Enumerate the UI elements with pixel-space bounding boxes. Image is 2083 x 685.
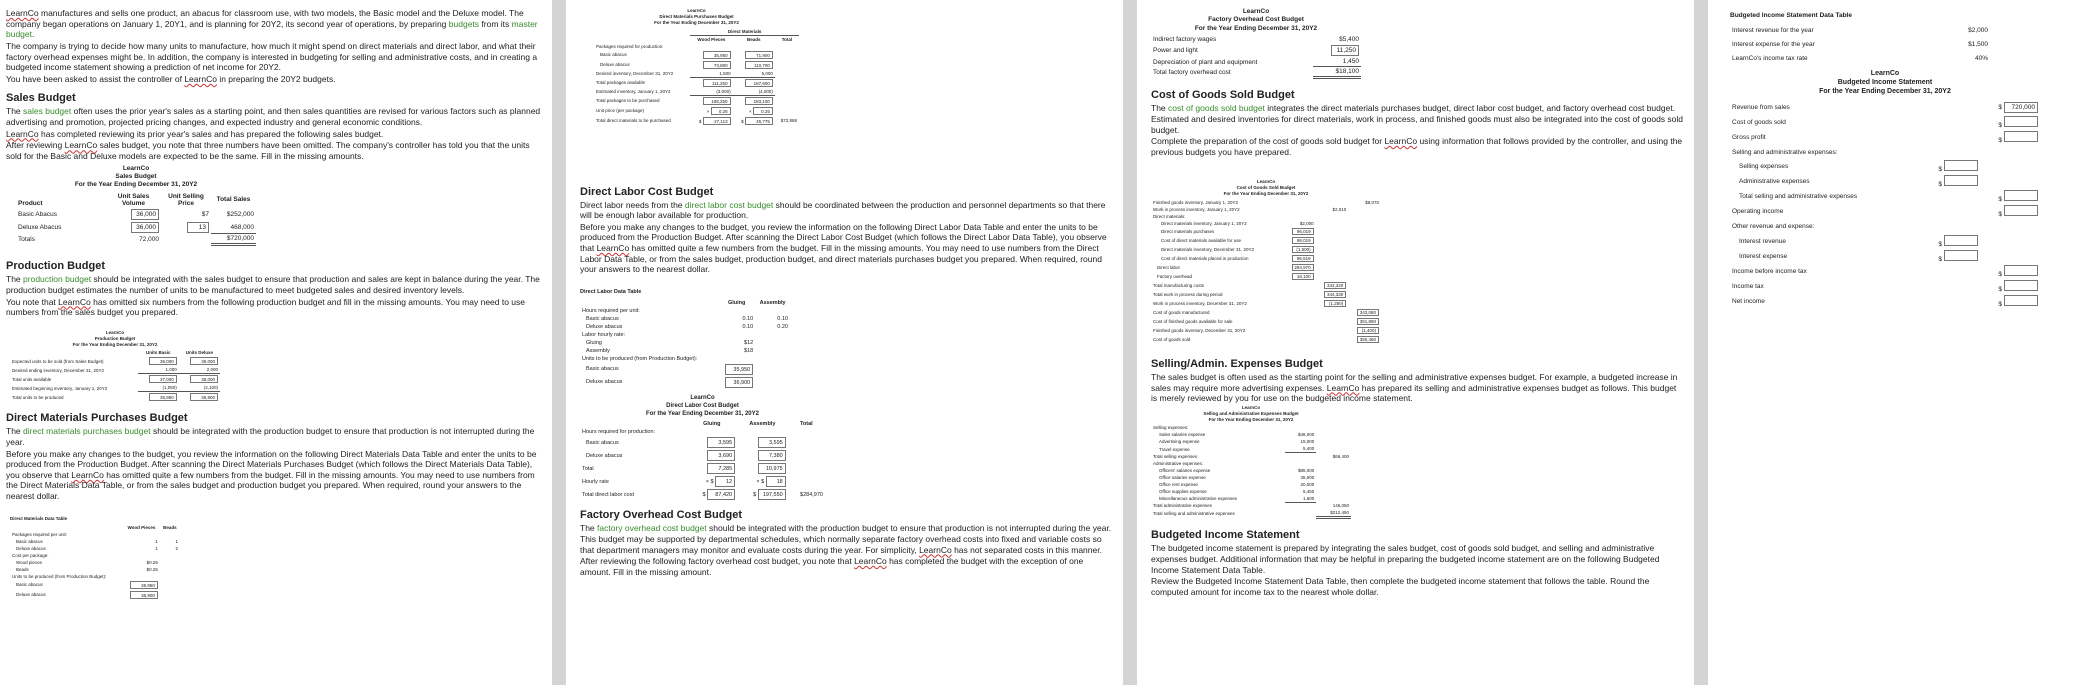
table-row: Desired inventory, December 31, 20Y2 1,500 5,000 — [596, 70, 773, 76]
cogs-input[interactable]: (1,250) — [1324, 300, 1346, 307]
table-row: Direct materials purchases 96,019 — [1151, 227, 1381, 236]
table-row: Net income $ — [1730, 294, 2040, 309]
table-row: Total selling and administrative expenses $212,450 — [1153, 510, 1349, 517]
table-row: Basic abacus 35,950 — [580, 363, 790, 376]
sa-budget-table: LearnCo Selling and Administrative Expenses Budget For the Year Ending December 31, 20Y2 Selling expenses: Sales salaries expense $46,000 Advertising expense 15,000 Travel expense 5,400 Total selling expenses $66,400 Administrative expenses: Officers' salaries expense $85,000 Office salaries expense 35,000 Office rent expense 20,000 Office supplies expense 5,450 Miscellaneous administrative expenses 1,600 Total administrative expenses 146,050 Total selling and administrative expenses $212,450 — [1153, 404, 1349, 517]
sales-budget-table — [16, 165, 256, 247]
table-row: Office salaries expense 35,000 — [1159, 474, 1315, 480]
table-row: Direct labor 284,970 — [1151, 263, 1381, 272]
cogs-input[interactable]: (1,400) — [1357, 327, 1379, 334]
table-row: Power and light 11,250 — [1151, 44, 1361, 57]
dmp-input[interactable]: 111,250 — [703, 79, 731, 87]
cogs-input[interactable]: 96,519 — [1292, 255, 1314, 262]
production-budget-title: LearnCo Production Budget For the Year Ending December 31, 20Y2 — [72, 329, 158, 347]
table-row: Total administrative expenses 146,050 — [1153, 503, 1349, 509]
dl-input[interactable]: 10,975 — [758, 463, 786, 474]
table-row: Selling expenses: — [1153, 425, 1189, 431]
cogs-input[interactable]: (1,500) — [1292, 246, 1314, 253]
table-row: Cost of goods manufactured 343,080 — [1151, 308, 1381, 317]
table-row: Total selling expenses $66,400 — [1153, 453, 1349, 459]
cogs-budget-link[interactable]: cost of goods sold budget — [1168, 103, 1265, 114]
dl-input[interactable]: 12 — [715, 476, 735, 487]
table-row: Deluxe abacus 3,690 7,380 — [580, 449, 825, 462]
dl-cost-budget-table: LearnCo Direct Labor Cost Budget For the Year Ending December 31, 20Y2 Gluing Assembly Total Hours required for production: Basic abacus 3,595 3,595 Deluxe abacus 3,690 7,380 Total 7,285 10,975 Hourly rate × $ 12 × $ 18 Total direct labor cost $ 87,420 $ 197,550 $284,970 — [580, 395, 825, 501]
sa-budget-heading: Selling/Admin. Expenses Budget — [1151, 357, 1323, 370]
dmp-input[interactable]: 110,700 — [745, 61, 773, 69]
page-2 — [566, 0, 1123, 685]
table-row: Assembly $18 — [586, 347, 754, 354]
sa-paragraph-1: The sales budget is often used as the starting point for the selling and administrative expenses budget. For example, a budgeted increase in sales may require more advertising expenses. LearnCo has prepared its selling and administrative expenses budget as follows. This budget is merely reviewed by you for use on the budgeted income statement. — [1151, 371, 1678, 404]
table-row: Interest expense for the year $1,500 — [1732, 40, 1988, 48]
bis-input[interactable]: 720,000 — [2004, 102, 2038, 113]
table-row: Unit price (per package) × 0.25 × 0.25 — [594, 106, 799, 116]
table-row: Selling expenses $ — [1730, 159, 2040, 174]
cogs-input[interactable]: 351,850 — [1357, 318, 1379, 325]
dmp-input[interactable]: 187,600 — [745, 79, 773, 87]
dl-budget-link[interactable]: direct labor cost budget — [684, 199, 774, 210]
table-row: Cost per package: — [12, 552, 49, 558]
foh-budget-link[interactable]: factory overhead cost budget — [597, 523, 707, 534]
intro-paragraph-2: The company is trying to decide how many units to manufacture, how much it might spend on direct materials and direct labor, and what their factory overhead expenses might be. In addition, the company is interested in budgeting for selling and administrative costs, and in creating a budgeted income statement showing a prediction of net income for 20Y2. — [6, 40, 538, 73]
dl-input[interactable]: 87,420 — [707, 489, 735, 500]
table-row: Officers' salaries expense $85,000 — [1159, 467, 1315, 473]
table-row: Total selling and administrative expenses $ — [1730, 189, 2040, 204]
table-row: Basic abacus 35,950 — [10, 580, 180, 590]
budgeted-income-statement: LearnCo Budgeted Income Statement For the Year Ending December 31, 20Y2 Revenue from sales $ 720,000 Cost of goods sold $ Gross profit $ Selling and administrative expenses: Selling expenses $ Administrative expenses $ Total selling and administrative expenses $ Operating income $ Other revenue and expense: Interest revenue $ Interest expense $ Income before income tax $ Income tax $ Net income $ — [1730, 69, 2040, 309]
dmp-input[interactable]: 73,800 — [703, 61, 731, 69]
dm-units-input[interactable]: 35,950 — [130, 581, 158, 589]
prod-input[interactable]: 36,000 — [149, 357, 177, 365]
table-row: Packages required per unit: — [12, 531, 68, 537]
dl-data-table: Direct Labor Data Table Gluing Assembly Hours required per unit: Basic abacus 0.10 0.10 Deluxe abacus 0.10 0.20 Labor hourly rate: Gluing $12 Assembly $18 Units to be produced (from Production Budget): Basic abacus 35,950 Deluxe abacus 36,900 — [580, 289, 790, 389]
table-row: Factory overhead 18,100 — [1151, 272, 1381, 281]
table-row: Total direct labor cost $ 87,420 $ 197,550 $284,970 — [580, 488, 825, 501]
master-budget-link[interactable]: master budget — [6, 18, 538, 40]
cogs-input[interactable]: 343,080 — [1357, 309, 1379, 316]
production-budget-heading: Production Budget — [6, 260, 105, 273]
production-budget-link[interactable]: production budget — [23, 274, 92, 285]
table-row: Cost of direct materials available for use 98,019 — [1151, 236, 1381, 245]
prod-input[interactable]: 36,000 — [190, 357, 218, 365]
dm-units-input[interactable]: 36,900 — [130, 591, 158, 599]
cogs-paragraph-1: The cost of goods sold budget integrates the direct materials purchases budget, direct labor cost budget, and factory overhead cost budget. Estimated and desired inventories for direct materials, work in process, and finished goods must also be integrated into the cost of goods sold budget. — [1151, 103, 1684, 135]
dmp-budget-table: LearnCo Direct Materials Purchases Budget For the Year Ending December 31, 20Y2 Direct Materials Wood Pieces Beads Total Packages required for production: Basic abacus 35,950 71,900 Deluxe abacus 73,800 110,700 Desired inventory, December 31, 20Y2 1,500 5,000 Total packages available 111,250 187,600 Estimated inventory, January 1, 20Y2 (3,000) (4,000) Total packages to be purchased 108,250 183,100 Unit price (per package) × 0.25 × 0.25 Total direct materials to be purchased $ 27,113 $ 45,775 $72,888 — [596, 8, 797, 124]
table-row: Deluxe abacus 73,800 110,700 — [594, 60, 799, 70]
production-budget-table — [10, 330, 220, 403]
dm-data-title: Direct Materials Data Table — [10, 515, 68, 521]
page-divider — [1694, 0, 1708, 685]
table-row: Cost of goods sold $ — [1730, 115, 2040, 130]
dm-budget-heading: Direct Materials Purchases Budget — [6, 412, 188, 425]
intro-paragraph-3: You have been asked to assist the controller of LearnCo in preparing the 20Y2 budgets. — [6, 73, 336, 84]
table-row: Income tax $ — [1730, 279, 2040, 294]
table-row: Finished goods inventory, December 31, 20Y2 (1,400) — [1151, 326, 1381, 335]
unit-sales-input-basic[interactable]: 36,000 — [131, 209, 159, 220]
bis-input[interactable] — [1944, 160, 1978, 171]
sales-paragraph-1: The sales budget often uses the prior year's sales as a starting point, and then sales quantities are revised for various factors such as planned advertising and promotion, projected pricing changes, and expected industry and general economic conditions. — [6, 106, 541, 127]
table-row: Units to be produced (from Production Budget): — [582, 355, 698, 362]
dmp-input[interactable]: 108,250 — [703, 97, 731, 105]
table-row: Revenue from sales $ 720,000 — [1730, 100, 2040, 115]
table-row: Hours required for production: — [582, 429, 656, 436]
bis-input[interactable] — [2004, 295, 2038, 306]
table-row: Office supplies expense 5,450 — [1159, 488, 1315, 494]
table-row: Work in process inventory, December 31, 20Y2 (1,250) — [1151, 299, 1381, 308]
dl-units-input[interactable]: 35,950 — [725, 364, 753, 375]
dmp-input[interactable]: 0.25 — [711, 107, 731, 115]
sales-budget-heading: Sales Budget — [6, 92, 76, 105]
foh-paragraph-2: After reviewing the following factory overhead cost budget, you note that LearnCo has completed the budget with the exception of one amount. Fill in the missing amount. — [580, 556, 1084, 577]
col-header: Unit Sales Volume — [117, 192, 150, 207]
table-row: Administrative expenses $ — [1730, 174, 2040, 189]
bis-input[interactable] — [1944, 175, 1978, 186]
bis-input[interactable] — [2004, 280, 2038, 291]
production-paragraph-1: The production budget should be integrated with the sales budget to ensure that production and sales are kept in balance during the year. The production budget estimates the number of units to be manufactured to meet budgeted sales and desired inventory levels. — [6, 274, 540, 295]
table-row: Interest revenue for the year $2,000 — [1732, 26, 1988, 34]
bis-input[interactable] — [2004, 265, 2038, 276]
dl-input[interactable]: 18 — [766, 476, 786, 487]
table-row: Depreciation of plant and equipment 1,450 — [1153, 58, 1359, 66]
table-row: Miscellaneous administrative expenses 1,600 — [1159, 495, 1315, 502]
dm-data-table: Direct Materials Data Table Wood Pieces Beads Packages required per unit: Basic abacus 1 1 Deluxe abacus 1 2 Cost per package: Wood pieces $0.25 Beads $0.25 Units to be produced (from Production Budget): Basic abacus 35,950 Deluxe abacus 36,900 — [10, 515, 178, 598]
table-row: Total packages to be purchased 108,250 183,100 — [594, 95, 799, 106]
dmp-input[interactable]: 71,900 — [745, 51, 773, 59]
table-row: Basic abacus 0.10 0.10 — [586, 315, 788, 322]
dl-input[interactable]: 3,690 — [707, 450, 735, 461]
table-row: Total units available 37,000 38,000 — [10, 374, 220, 385]
dl-paragraph-2: Before you make any changes to the budget, you review the information on the following Direct Labor Data Table and enter the units to be produced from the Production Budget. After scanning the Direct Labor Cost Budget (which follows the Direct Labor Data Table), you observe that LearnCo has omitted quite a few numbers from the budget. Fill in the missing amounts. You may need to use numbers from the Direct Labor Data Table, or from the sales budget, production budget, and direct materials purchases budget you prepared. When required, round your answers to the nearest dollar. — [580, 221, 1107, 275]
table-row: Cost of finished goods available for sale 351,850 — [1151, 317, 1381, 326]
table-row: Finished goods inventory, January 1, 20Y2 $8,070 — [1153, 199, 1379, 205]
prod-input[interactable]: 37,000 — [149, 375, 177, 383]
dm-paragraph-1: The direct materials purchases budget should be integrated with the production budget to ensure that production is not interrupted during the year. — [6, 426, 535, 447]
table-row: Basic Abacus 36,000 $7 $252,000 — [18, 210, 254, 218]
page-1 — [0, 0, 552, 685]
power-light-input[interactable]: 11,250 — [1331, 45, 1359, 56]
table-row: Wood pieces $0.25 — [16, 559, 158, 565]
dl-paragraph-1: Direct labor needs from the direct labor cost budget should be coordinated between the production and personnel departments so that there will be enough labor available for production. — [580, 199, 1106, 221]
table-row: Advertising expense 15,000 — [1159, 439, 1315, 445]
table-row: Selling and administrative expenses: — [1732, 148, 1838, 156]
cogs-input[interactable]: 342,320 — [1324, 282, 1346, 289]
intro-paragraph: LearnCo manufactures and sells one product, an abacus for classroom use, with two models, the Basic model and the Deluxe model. The company began operations on January 1, 20Y1, and is planning for 20Y2, its second year of operations, by preparing budgets from its master budget. — [6, 8, 538, 40]
cogs-paragraph-2: Complete the preparation of the cost of goods sold budget for LearnCo using information that follows provided by the controller, and using the previous budgets you have prepared. — [1151, 136, 1683, 157]
budgets-link[interactable]: budgets — [448, 18, 480, 29]
dm-budget-link[interactable]: direct materials purchases budget — [23, 426, 151, 437]
table-row: Interest expense $ — [1730, 249, 2040, 264]
table-row: Direct materials: — [1153, 213, 1186, 219]
dmp-input[interactable]: 0.25 — [753, 107, 773, 115]
table-row: Hours required per unit: — [582, 307, 640, 314]
table-row: Office rent expense 20,000 — [1159, 481, 1315, 487]
table-row: Total direct materials to be purchased $ 27,113 $ 45,775 $72,888 — [596, 118, 797, 124]
cogs-input[interactable]: 18,100 — [1292, 273, 1314, 280]
dl-input[interactable]: 197,550 — [758, 489, 786, 500]
table-row: Total factory overhead cost $18,100 — [1153, 68, 1359, 76]
unit-sales-input-deluxe[interactable]: 36,000 — [131, 222, 159, 233]
page-divider — [552, 0, 566, 685]
col-header: Product — [18, 199, 43, 207]
bis-input[interactable] — [1944, 235, 1978, 246]
table-row: Estimated beginning inventory, January 1, 20Y2 (1,050) (2,100) — [12, 385, 218, 391]
bis-input[interactable] — [2004, 116, 2038, 127]
table-row: Cost of direct materials placed in production 96,519 — [1151, 254, 1381, 263]
table-row: Beads $0.25 — [16, 566, 158, 572]
prod-input[interactable]: 36,900 — [190, 393, 218, 401]
table-row: Administrative expenses: — [1153, 460, 1204, 466]
table-row: Deluxe abacus 36,900 — [10, 590, 180, 600]
table-row: Totals 72,000 $720,000 — [18, 235, 254, 243]
col-header: Units Deluxe — [185, 350, 214, 356]
cogs-input[interactable]: 344,330 — [1324, 291, 1346, 298]
table-row: Total work in process during period 344,330 — [1151, 290, 1381, 299]
bis-input[interactable] — [2004, 131, 2038, 142]
unit-price-input-deluxe[interactable]: 13 — [187, 222, 209, 233]
table-row: Income before income tax $ — [1730, 264, 2040, 279]
table-row: Basic abacus 1 1 — [16, 538, 178, 544]
bis-input[interactable] — [2004, 190, 2038, 201]
bis-input[interactable] — [1944, 250, 1978, 261]
dl-input[interactable]: 3,595 — [707, 437, 735, 448]
cogs-budget-heading: Cost of Goods Sold Budget — [1151, 89, 1295, 102]
dmp-input[interactable]: 45,775 — [745, 117, 773, 125]
table-row: Deluxe abacus 0.10 0.20 — [586, 323, 788, 330]
col-header: Total Sales — [216, 196, 251, 204]
bis-paragraph-2: Review the Budgeted Income Statement Data Table, then complete the budgeted income statement that follows the table. Round the computed amount for income tax to the nearest whole dollar. — [1151, 576, 1650, 597]
col-header: Unit Selling Price — [168, 192, 204, 207]
production-paragraph-2: You note that LearnCo has omitted six numbers from the following production budget and fill in the missing amounts. You may need to use numbers from the sales budget you prepared. — [6, 296, 526, 318]
prod-input[interactable]: 35,950 — [149, 393, 177, 401]
bis-paragraph-1: The budgeted income statement is prepared by integrating the sales budget, cost of goods sold budget, and selling and administrative expenses budget. Additional information that may be helpful in preparing the budgeted income statement are on the following Budgeted Income Statement Data Table. — [1151, 543, 1660, 575]
table-row: Total packages available 111,250 187,600 — [594, 77, 799, 88]
dmp-input[interactable]: 183,100 — [745, 97, 773, 105]
dm-paragraph-2: Before you make any changes to the budget, you review the information on the following Direct Materials Data Table and enter the units to be produced from the Production Budget. After scanning the Direct Materials Purchases Budget (which follows the Direct Materials Data Table), you observe that LearnCo has omitted quite a few numbers from the budget. Fill in the missing amounts. You may need to use numbers from the Direct Materials Data Table, or from the sales budget and production budget you prepared. When required, round your answers to the nearest dollar. — [6, 448, 537, 502]
dmp-input[interactable]: 35,950 — [703, 51, 731, 59]
foh-paragraph-1: The factory overhead cost budget should be integrated with the production budget to ensure that production is not interrupted during the year. This budget may be supported by departmental schedules, which normally separate factory overhead costs into fixed and variable costs so that department managers may monitor and evaluate costs during the year. For simplicity, LearnCo has not separated costs in this manner. — [580, 523, 1112, 555]
table-row: Expected units to be sold (from Sales Budget) 36,000 36,000 — [10, 356, 220, 366]
table-row: Gluing $12 — [586, 339, 754, 346]
dl-budget-heading: Direct Labor Cost Budget — [580, 185, 714, 198]
table-row: Desired ending inventory, December 31, 20Y2 1,000 2,000 — [12, 367, 218, 373]
table-row: Indirect factory wages $5,400 — [1153, 36, 1359, 44]
cogs-input[interactable]: 350,450 — [1357, 336, 1379, 343]
table-row: Basic abacus 3,595 3,595 — [580, 436, 825, 449]
sales-budget-title: LearnCo Sales Budget For the Year Ending December 31, 20Y2 — [74, 164, 198, 189]
table-row: Deluxe abacus 1 2 — [16, 545, 178, 551]
table-row: LearnCo's income tax rate 40% — [1732, 54, 1988, 62]
dl-input[interactable]: 7,285 — [707, 463, 735, 474]
table-row: Sales salaries expense $46,000 — [1159, 432, 1315, 438]
table-row: Travel expense 5,400 — [1159, 446, 1315, 452]
table-row: Direct materials inventory, December 31, 20Y2 (1,500) — [1151, 245, 1381, 254]
table-row: Cost of goods sold 350,450 — [1151, 335, 1381, 344]
page-3 — [1137, 0, 1694, 685]
dmp-input[interactable]: 27,113 — [703, 117, 731, 125]
cogs-input[interactable]: 96,019 — [1292, 228, 1314, 235]
table-row: Units to be produced (from Production Budget): — [12, 573, 107, 579]
table-row: Work in process inventory, January 1, 20Y2 $2,010 — [1153, 206, 1347, 212]
cogs-input[interactable]: 284,970 — [1292, 264, 1314, 271]
table-row: Hourly rate × $ 12 × $ 18 — [580, 475, 825, 488]
sales-budget-link[interactable]: sales budget — [23, 106, 72, 117]
table-row: Interest revenue $ — [1730, 234, 2040, 249]
sales-paragraph-3: After reviewing LearnCo sales budget, you note that three numbers have been omitted. The company's controller has told you that the units sold for the Basic and Deluxe models are expected to be the same. Fill in the missing amounts. — [6, 140, 530, 161]
dl-units-input[interactable]: 36,900 — [725, 377, 753, 388]
foh-budget-table: LearnCo Factory Overhead Cost Budget For the Year Ending December 31, 20Y2 Indirect factory wages $5,400 Power and light 11,250 Depreciation of plant and equipment 1,450 Total factory overhead cost $18,100 — [1153, 8, 1359, 76]
table-row: Deluxe abacus 36,900 — [580, 376, 790, 389]
bis-input[interactable] — [2004, 205, 2038, 216]
dl-input[interactable]: 3,595 — [758, 437, 786, 448]
page-divider — [1123, 0, 1137, 685]
table-row: Deluxe Abacus 36,000 13 468,000 — [16, 221, 256, 234]
table-row: Direct materials inventory, January 1, 20Y2 $2,000 — [1161, 220, 1314, 226]
table-row: Gross profit $ — [1730, 130, 2040, 145]
cogs-budget-table: LearnCo Cost of Goods Sold Budget For the Year Ending December 31, 20Y2 Finished goods inventory, January 1, 20Y2 $8,070 Work in process inventory, January 1, 20Y2 $2,010 Direct materials: Direct materials inventory, January 1, 20Y2 $2,000 Direct materials purchases 96,019 Cost of direct materials available for use 98,019 Direct materials inventory, December 31, 20Y2 (1,500) Cost of direct materials placed in production 96,519 Direct labor 284,970 Factory overhead 18,100 Total manufacturing costs 342,320 Total work in process during period 344,330 Work in process inventory, December 31, 20Y2 (1,250) Cost of goods manufactured 343,080 Cost of finished goods available for sale 351,850 Finished goods inventory, December 31, 20Y2 (1,400) Cost of goods sold 350,450 — [1153, 179, 1379, 342]
table-row: Labor hourly rate: — [582, 331, 626, 338]
col-header: Units Basic — [145, 350, 171, 356]
sales-paragraph-2: LearnCo has completed reviewing its prior year's sales and has prepared the following sales budget. — [6, 128, 384, 139]
table-row: Packages required for production: — [596, 43, 664, 49]
cogs-input[interactable]: 98,019 — [1292, 237, 1314, 244]
bis-data-table: Budgeted Income Statement Data Table Interest revenue for the year $2,000 Interest expense for the year $1,500 LearnCo's income tax rate 40% — [1730, 12, 1990, 65]
page-4 — [1708, 0, 2083, 685]
foh-budget-heading: Factory Overhead Cost Budget — [580, 509, 742, 522]
bis-heading: Budgeted Income Statement — [1151, 529, 1300, 542]
table-row: Total manufacturing costs 342,320 — [1151, 281, 1381, 290]
company-name: LearnCo — [6, 8, 39, 18]
table-row: Total 7,285 10,975 — [580, 462, 825, 475]
dl-input[interactable]: 7,380 — [758, 450, 786, 461]
table-row: Operating income $ — [1730, 204, 2040, 219]
table-row: Total units to be produced 35,950 36,900 — [10, 392, 220, 403]
table-row: Other revenue and expense: — [1732, 223, 1815, 231]
table-row: Basic abacus 35,950 71,900 — [594, 50, 799, 60]
table-row: Estimated inventory, January 1, 20Y2 (3,000) (4,000) — [596, 88, 773, 94]
prod-input[interactable]: 38,000 — [190, 375, 218, 383]
